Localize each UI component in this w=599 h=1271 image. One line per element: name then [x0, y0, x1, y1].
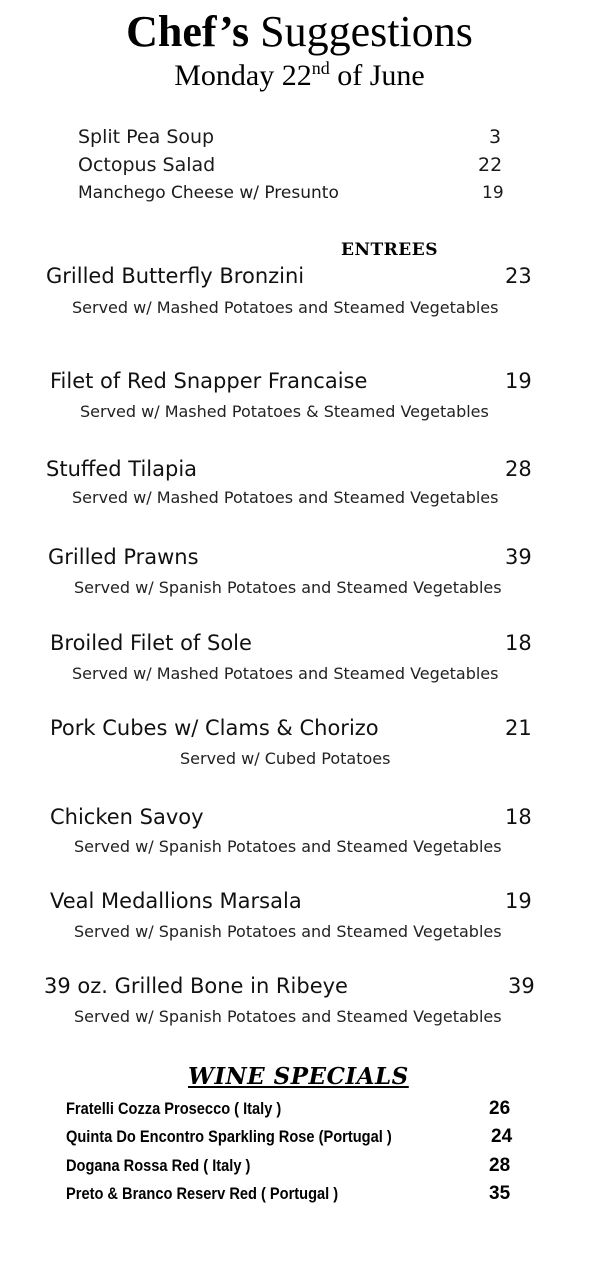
entrees-heading: ENTREES [341, 240, 438, 260]
wine-price: 28 [489, 1155, 511, 1176]
wine-name: Dogana Rossa Red ( Italy ) [66, 1156, 251, 1175]
starter-name: Manchego Cheese w/ Presunto [78, 183, 339, 203]
entree-name: Broiled Filet of Sole [50, 631, 252, 655]
starter-name: Octopus Salad [78, 154, 216, 176]
entree-name: Pork Cubes w/ Clams & Chorizo [50, 716, 379, 740]
entree-name: Chicken Savoy [50, 805, 204, 829]
menu-date [0, 58, 599, 94]
starter-price: 3 [489, 126, 502, 148]
entree-name: Grilled Prawns [48, 545, 199, 569]
entree-price: 19 [505, 889, 532, 913]
title-rest: Suggestions [260, 7, 473, 56]
entree-side: Served w/ Mashed Potatoes and Steamed Vegetables [72, 664, 499, 683]
entree-price: 18 [505, 631, 532, 655]
entree-side: Served w/ Mashed Potatoes and Steamed Vegetables [72, 298, 499, 317]
starter-price: 22 [478, 154, 503, 176]
wine-specials-heading: WINE SPECIALS [188, 1063, 409, 1090]
entree-name: Grilled Butterfly Bronzini [46, 264, 305, 288]
entree-side: Served w/ Mashed Potatoes and Steamed Vegetables [72, 488, 499, 507]
date-month: of June [337, 59, 425, 92]
wine-name: Preto & Branco Reserv Red ( Portugal ) [66, 1184, 339, 1203]
entree-price: 21 [505, 716, 532, 740]
starter-price: 19 [482, 183, 504, 203]
entree-name: Stuffed Tilapia [46, 457, 198, 481]
date-ordinal: nd [311, 58, 330, 78]
wine-name: Quinta Do Encontro Sparkling Rose (Portugal ) [66, 1127, 392, 1146]
entree-side: Served w/ Mashed Potatoes & Steamed Vegetables [80, 402, 489, 421]
entree-price: 28 [505, 457, 532, 481]
wine-name: Fratelli Cozza Prosecco ( Italy ) [66, 1099, 282, 1118]
entree-price: 19 [505, 369, 532, 393]
entree-name: Filet of Red Snapper Francaise [50, 369, 368, 393]
title-bold: Chef’s [126, 7, 250, 56]
entree-side: Served w/ Spanish Potatoes and Steamed Vegetables [74, 578, 502, 597]
entree-side: Served w/ Spanish Potatoes and Steamed Vegetables [74, 1007, 502, 1026]
entree-name: Veal Medallions Marsala [50, 889, 302, 913]
date-day: Monday 22 [174, 59, 312, 92]
wine-price: 26 [489, 1098, 511, 1119]
wine-price: 24 [491, 1126, 513, 1147]
page-title [0, 6, 599, 58]
starter-name: Split Pea Soup [78, 126, 215, 148]
entree-price: 39 [508, 974, 535, 998]
entree-side: Served w/ Cubed Potatoes [180, 749, 391, 768]
entree-side: Served w/ Spanish Potatoes and Steamed Vegetables [74, 837, 502, 856]
entree-price: 39 [505, 545, 532, 569]
entree-name: 39 oz. Grilled Bone in Ribeye [44, 974, 348, 998]
entree-price: 18 [505, 805, 532, 829]
entree-price: 23 [505, 264, 532, 288]
entree-side: Served w/ Spanish Potatoes and Steamed Vegetables [74, 922, 502, 941]
wine-price: 35 [489, 1183, 511, 1204]
